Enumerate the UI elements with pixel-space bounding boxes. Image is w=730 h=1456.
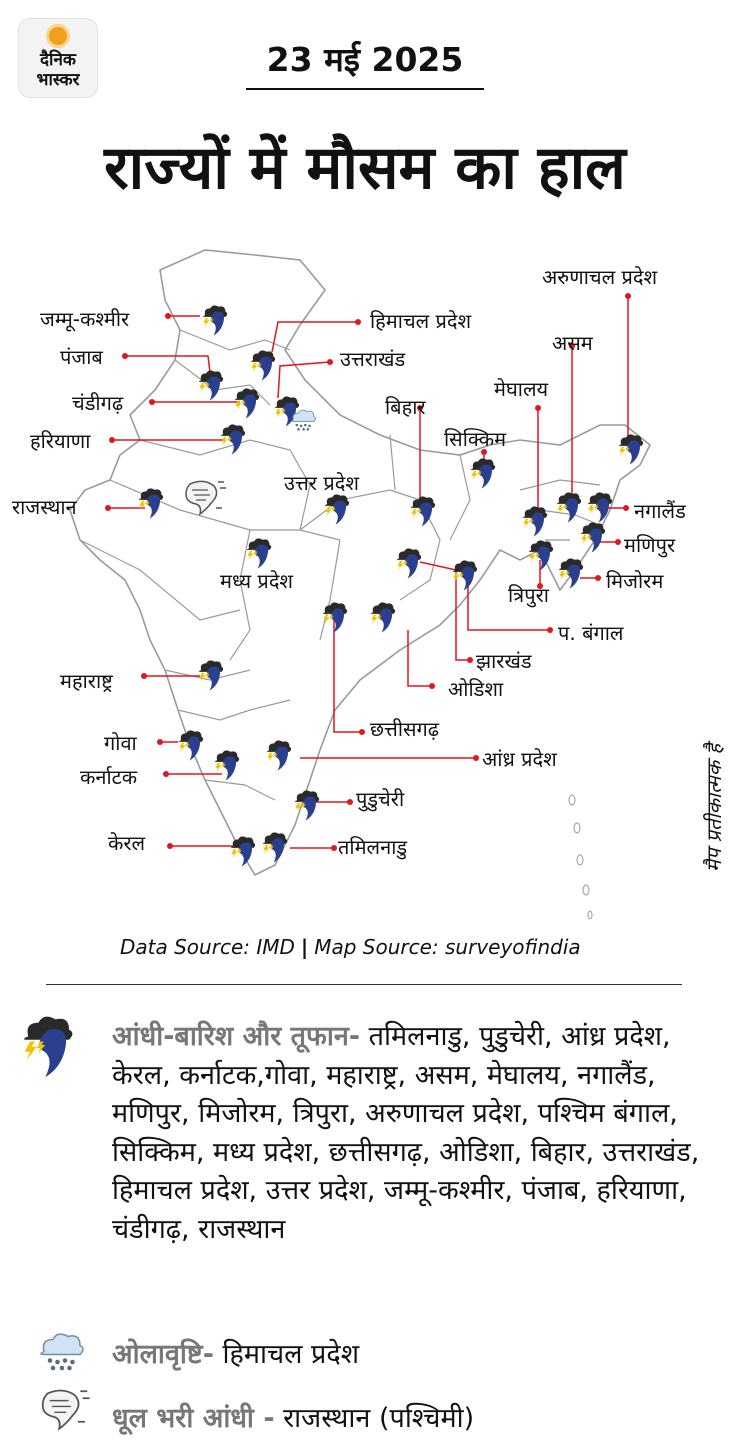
leader-dot-ar bbox=[625, 293, 631, 299]
data-source: Data Source: IMD bbox=[120, 935, 295, 959]
legend-hail-heading: ओलावृष्टि- bbox=[112, 1339, 214, 1370]
storm-cloud-icon bbox=[18, 1014, 86, 1086]
leader-dot-jh bbox=[467, 657, 473, 663]
logo-text-line2: भास्कर bbox=[36, 70, 80, 90]
leader-dot-uk bbox=[327, 359, 333, 365]
state-label-ga: गोवा bbox=[104, 731, 137, 755]
state-label-up: उत्तर प्रदेश bbox=[284, 471, 359, 495]
state-label-py: पुडुचेरी bbox=[356, 787, 405, 811]
leader-dot-mn bbox=[615, 539, 621, 545]
state-label-mp: मध्य प्रदेश bbox=[220, 569, 294, 593]
map-source: Map Source: surveyofindia bbox=[314, 935, 581, 959]
legend-storm-text: तमिलनाडु, पुडुचेरी, आंध्र प्रदेश, केरल, कर्नाटक,गोवा, महाराष्ट्र, असम, मेघालय, नगालैंड, मणिपुर, मिजोरम, त्रिपुरा, अरुणाचल प्रदेश, पश्चिम बंगाल, सिक्किम, मध्य प्रदेश, छत्तीसगढ़, ओडिशा, बिहार, उत्तराखंड, हिमाचल प्रदेश, उत्तर प्रदेश, जम्मू-कश्मीर, पंजाब, हरियाणा, चंडीगढ़, राजस्थान bbox=[112, 1021, 700, 1245]
state-label-ap: आंध्र प्रदेश bbox=[482, 747, 557, 771]
leader-dot-tn bbox=[331, 845, 337, 851]
map-disclaimer: मैप प्रतीकात्मक है bbox=[702, 743, 726, 872]
leader-dot-wb bbox=[547, 627, 553, 633]
leader-dot-hp bbox=[355, 319, 361, 325]
source-credit bbox=[120, 934, 581, 960]
leader-dot-pb bbox=[122, 353, 128, 359]
leader-dot-ap bbox=[473, 755, 479, 761]
leader-dot-ga bbox=[157, 739, 163, 745]
legend-dust bbox=[112, 1400, 712, 1439]
page-title: राज्यों में मौसम का हाल bbox=[104, 133, 626, 203]
state-label-sk: सिक्किम bbox=[444, 427, 507, 451]
state-label-nl: नगालैंड bbox=[634, 499, 686, 523]
leader-dot-hr bbox=[109, 437, 115, 443]
date-heading: 23 मई 2025 bbox=[266, 40, 464, 79]
leader-dot-mh bbox=[141, 673, 147, 679]
state-label-mz: मिजोरम bbox=[606, 569, 664, 593]
state-label-jh: झारखंड bbox=[476, 649, 532, 673]
state-label-rj: राजस्थान bbox=[12, 495, 77, 519]
dainik-bhaskar-logo[interactable] bbox=[18, 18, 98, 98]
state-label-ar: अरुणाचल प्रदेश bbox=[542, 265, 658, 289]
hail-cloud-icon bbox=[38, 1330, 86, 1376]
legend-storm bbox=[112, 1018, 712, 1249]
leader-dot-py bbox=[347, 799, 353, 805]
state-label-ml: मेघालय bbox=[494, 377, 549, 401]
dust-storm-icon bbox=[38, 1386, 92, 1434]
state-label-mn: मणिपुर bbox=[624, 533, 676, 557]
state-label-od: ओडिशा bbox=[448, 677, 504, 701]
legend-dust-heading: धूल भरी आंधी - bbox=[112, 1403, 275, 1434]
leader-dot-od bbox=[429, 683, 435, 689]
divider bbox=[46, 984, 682, 985]
state-label-ka: कर्नाटक bbox=[80, 765, 138, 789]
state-label-pb: पंजाब bbox=[60, 345, 103, 369]
leader-dot-cg bbox=[359, 729, 365, 735]
logo-text-line1: दैनिक bbox=[40, 50, 76, 70]
sun-icon bbox=[49, 27, 67, 45]
leader-dot-ch bbox=[149, 399, 155, 405]
state-label-wb: प. बंगाल bbox=[558, 621, 624, 645]
leader-dot-ka bbox=[163, 771, 169, 777]
state-label-tn: तमिलनाडु bbox=[338, 835, 408, 859]
state-label-uk: उत्तराखंड bbox=[340, 347, 406, 371]
state-label-tr: त्रिपुरा bbox=[508, 583, 549, 607]
legend-dust-text: राजस्थान (पश्चिमी) bbox=[283, 1403, 475, 1434]
state-label-jk: जम्मू-कश्मीर bbox=[40, 307, 130, 331]
state-label-as: असम bbox=[552, 331, 593, 355]
leader-dot-ml bbox=[535, 405, 541, 411]
state-label-cg: छत्तीसगढ़ bbox=[370, 717, 440, 741]
legend-storm-heading: आंधी-बारिश और तूफान- bbox=[112, 1021, 361, 1052]
state-label-hp: हिमाचल प्रदेश bbox=[370, 309, 472, 333]
state-label-ch: चंडीगढ़ bbox=[72, 391, 124, 415]
state-label-br: बिहार bbox=[385, 395, 426, 419]
leader-dot-kl bbox=[167, 843, 173, 849]
leader-dot-jk bbox=[165, 313, 171, 319]
state-label-mh: महाराष्ट्र bbox=[60, 669, 113, 693]
date-underline bbox=[246, 88, 484, 90]
state-label-kl: केरल bbox=[108, 831, 146, 855]
leader-dot-nl bbox=[623, 505, 629, 511]
leader-dot-rj bbox=[105, 505, 111, 511]
leader-dot-mz bbox=[595, 575, 601, 581]
legend-hail bbox=[112, 1336, 712, 1375]
source-separator: | bbox=[300, 935, 309, 959]
legend-hail-text: हिमाचल प्रदेश bbox=[222, 1339, 360, 1370]
state-label-hr: हरियाणा bbox=[30, 429, 91, 453]
